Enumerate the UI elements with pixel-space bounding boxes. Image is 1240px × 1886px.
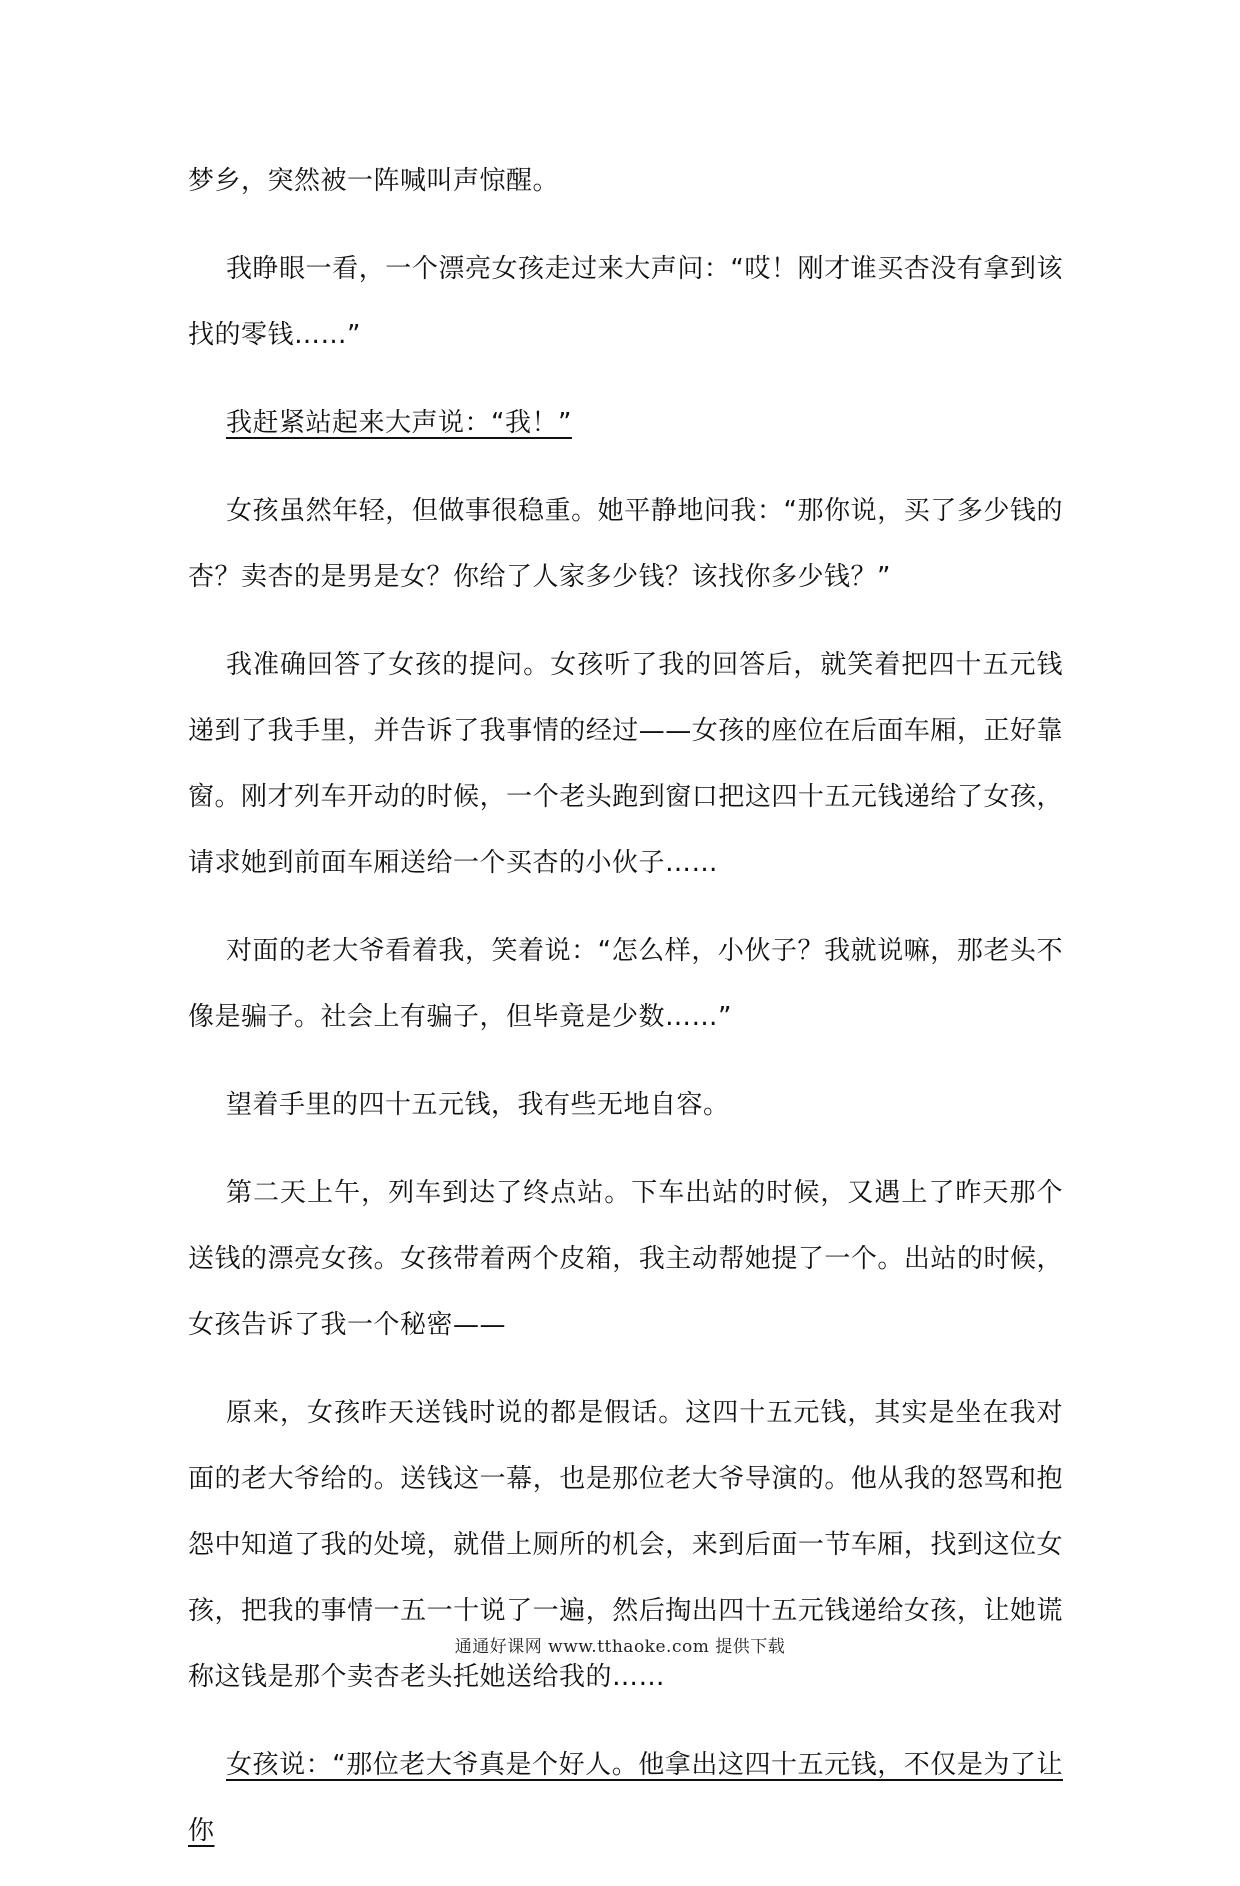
paragraph-6: 对面的老大爷看着我，笑着说：“怎么样，小伙子？我就说嘛，那老头不像是骗子。社会上有骗子，但毕竟是少数……” bbox=[188, 936, 1063, 1032]
paragraph-5: 我准确回答了女孩的提问。女孩听了我的回答后，就笑着把四十五元钱递到了我手里，并告诉了我事情的经过——女孩的座位在后面车厢，正好靠窗。刚才列车开动的时候，一个老头跑到窗口把这四十五元钱递给了女孩，请求她到前面车厢送给一个买杏的小伙子…… bbox=[188, 650, 1063, 878]
underlined-text: 女孩说：“那位老大爷真是个好人。他拿出这四十五元钱，不仅是为了让你 bbox=[188, 1750, 1063, 1846]
paragraph-8: 第二天上午，列车到达了终点站。下车出站的时候，又遇上了昨天那个送钱的漂亮女孩。女孩带着两个皮箱，我主动帮她提了一个。出站的时候，女孩告诉了我一个秘密—— bbox=[188, 1178, 1063, 1340]
paragraph-4: 女孩虽然年轻，但做事很稳重。她平静地问我：“那你说，买了多少钱的杏？卖杏的是男是女？你给了人家多少钱？该找你多少钱？” bbox=[188, 496, 1063, 592]
paragraph-9: 原来，女孩昨天送钱时说的都是假话。这四十五元钱，其实是坐在我对面的老大爷给的。送钱这一幕，也是那位老大爷导演的。他从我的怒骂和抱怨中知道了我的处境，就借上厕所的机会，来到后面一节车厢，找到这位女孩，把我的事情一五一十说了一遍，然后掏出四十五元钱递给女孩，让她谎称这钱是那个卖杏老头托她送给我的…… bbox=[188, 1398, 1063, 1692]
article-body bbox=[188, 150, 1063, 1886]
underlined-text: 我赶紧站起来大声说：“我！” bbox=[226, 408, 572, 438]
paragraph-1: 梦乡，突然被一阵喊叫声惊醒。 bbox=[188, 166, 560, 196]
paragraph-10-underlined bbox=[188, 1732, 1063, 1864]
paragraph-2: 我睁眼一看，一个漂亮女孩走过来大声问：“哎！刚才谁买杏没有拿到该找的零钱……” bbox=[188, 254, 1063, 350]
paragraph-3-underlined bbox=[188, 390, 1063, 456]
paragraph-7: 望着手里的四十五元钱，我有些无地自容。 bbox=[226, 1090, 730, 1120]
page-footer: 通通好课网 www.tthaoke.com 提供下载 bbox=[454, 1637, 786, 1657]
